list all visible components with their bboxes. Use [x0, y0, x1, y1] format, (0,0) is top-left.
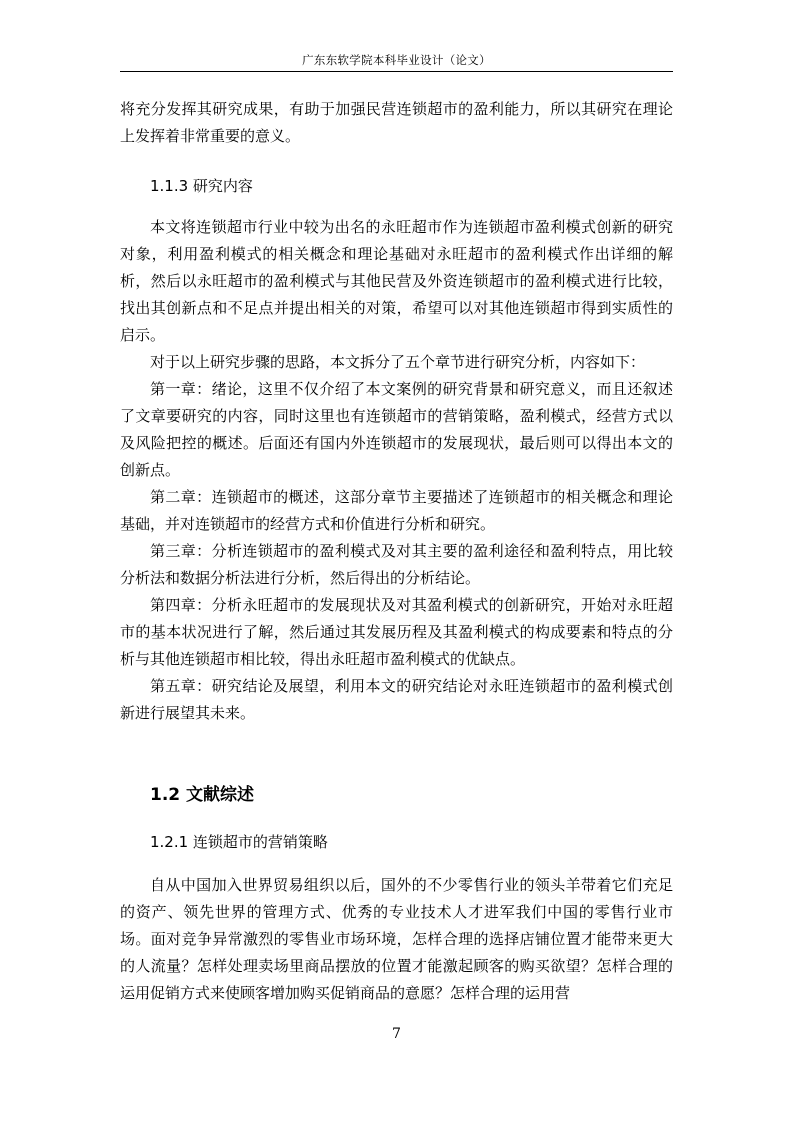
paragraph: 对于以上研究步骤的思路，本文拆分了五个章节进行研究分析，内容如下：: [150, 353, 646, 371]
section-heading-1-1-3: 1.1.3 研究内容: [150, 177, 253, 195]
section-heading-1-2: 1.2 文献综述: [150, 785, 255, 805]
paragraph: 第二章：连锁超市的概述，这部分章节主要描述了连锁超市的相关概念和理论基础，并对连锁超市的经营方式和价值进行分析和研究。: [120, 488, 673, 533]
paragraph: 第三章：分析连锁超市的盈利模式及对其主要的盈利途径和盈利特点，用比较分析法和数据分析法进行分析，然后得出的分析结论。: [120, 542, 673, 587]
page-number: 7: [392, 1026, 401, 1042]
paragraph: 第五章：研究结论及展望，利用本文的研究结论对永旺连锁超市的盈利模式创新进行展望其未来。: [120, 677, 673, 722]
document-body: [120, 96, 673, 1007]
page-header: 广东东软学院本科毕业设计（论文）: [302, 53, 491, 67]
section-heading-1-2-1: 1.2.1 连锁超市的营销策略: [150, 833, 328, 851]
header-rule: [120, 71, 673, 72]
paragraph: 第四章：分析永旺超市的发展现状及对其盈利模式的创新研究，开始对永旺超市的基本状况进行了解，然后通过其发展历程及其盈利模式的构成要素和特点的分析与其他连锁超市相比较，得出永旺超市盈利模式的优缺点。: [120, 596, 673, 668]
paragraph: 自从中国加入世界贸易组织以后，国外的不少零售行业的领头羊带着它们充足的资产、领先世界的管理方式、优秀的专业技术人才进军我们中国的零售行业市场。面对竞争异常激烈的零售业市场环境，怎样合理的选择店铺位置才能带来更大的人流量？怎样处理卖场里商品摆放的位置才能激起顾客的购买欲望？怎样合理的运用促销方式来使顾客增加购买促销商品的意愿？怎样合理的运用营: [120, 876, 673, 1002]
paragraph: 本文将连锁超市行业中较为出名的永旺超市作为连锁超市盈利模式创新的研究对象，利用盈利模式的相关概念和理论基础对永旺超市的盈利模式作出详细的解析，然后以永旺超市的盈利模式与其他民营及外资连锁超市的盈利模式进行比较，找出其创新点和不足点并提出相关的对策，希望可以对其他连锁超市得到实质性的启示。: [120, 218, 673, 344]
paragraph: 第一章：绪论，这里不仅介绍了本文案例的研究背景和研究意义，而且还叙述了文章要研究的内容，同时这里也有连锁超市的营销策略，盈利模式，经营方式以及风险把控的概述。后面还有国内外连锁超市的发展现状，最后则可以得出本文的创新点。: [120, 380, 673, 479]
intro-paragraph: 将充分发挥其研究成果，有助于加强民营连锁超市的盈利能力，所以其研究在理论上发挥着非常重要的意义。: [120, 100, 673, 145]
